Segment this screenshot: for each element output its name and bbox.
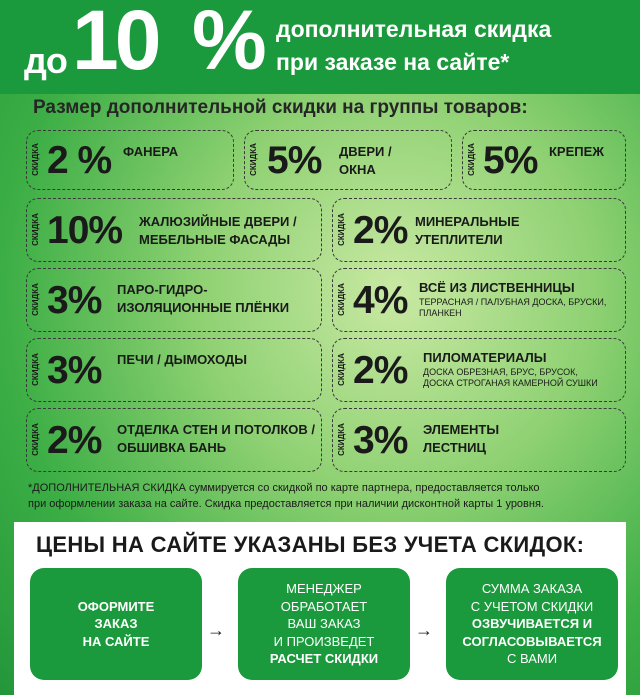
discount-value: 3% bbox=[47, 279, 102, 322]
category-name: КРЕПЕЖ bbox=[549, 144, 605, 159]
step-place-order bbox=[30, 568, 202, 680]
discount-card-stoves-chimneys bbox=[26, 338, 322, 402]
discount-label: СКИДКА bbox=[336, 423, 346, 456]
discount-value: 5% bbox=[267, 139, 322, 182]
discount-card-membranes bbox=[26, 268, 322, 332]
category-name: МЕБЕЛЬНЫЕ ФАСАДЫ bbox=[139, 232, 291, 247]
category-details: ДОСКА СТРОГАНАЯ КАМЕРНОЙ СУШКИ bbox=[423, 378, 598, 388]
step-text: ОБРАБОТАЕТ bbox=[280, 598, 368, 614]
discount-label: СКИДКА bbox=[30, 213, 40, 246]
subtitle: Размер дополнительной скидки на группы товаров: bbox=[33, 97, 528, 118]
discount-card-doors-windows bbox=[244, 130, 452, 190]
discount-label: СКИДКА bbox=[466, 143, 476, 176]
discount-value: 3% bbox=[47, 349, 102, 392]
arrow-icon: → bbox=[207, 620, 225, 640]
category-name: ВСЁ ИЗ ЛИСТВЕННИЦЫ bbox=[419, 280, 575, 295]
process-title: ЦЕНЫ НА САЙТЕ УКАЗАНЫ БЕЗ УЧЕТА СКИДОК: bbox=[36, 532, 585, 557]
step-text: И ПРОИЗВЕДЕТ bbox=[273, 633, 375, 649]
header-prefix: до bbox=[24, 40, 67, 81]
category-name: ОБШИВКА БАНЬ bbox=[117, 440, 227, 455]
discount-card-lumber bbox=[332, 338, 626, 402]
header-number: 10 bbox=[72, 0, 158, 87]
footnote-line-1: *ДОПОЛНИТЕЛЬНАЯ СКИДКА суммируется со скидкой по карте партнера, предоставляется только bbox=[28, 482, 540, 494]
category-name: УТЕПЛИТЕЛИ bbox=[415, 232, 503, 247]
category-details: ТЕРРАСНАЯ / ПАЛУБНАЯ ДОСКА, БРУСКИ, bbox=[419, 297, 607, 307]
discount-value: 3% bbox=[353, 419, 408, 462]
category-name: ПАРО-ГИДРО- bbox=[117, 282, 208, 297]
header-percent: % bbox=[192, 0, 267, 87]
step-text: С УЧЕТОМ СКИДКИ bbox=[470, 598, 594, 614]
discount-label: СКИДКА bbox=[336, 283, 346, 316]
header-line-1: дополнительная скидка bbox=[276, 16, 552, 42]
step-text: С ВАМИ bbox=[506, 651, 558, 667]
discount-label: СКИДКА bbox=[30, 143, 40, 176]
category-name: ОКНА bbox=[339, 162, 376, 177]
category-details: ДОСКА ОБРЕЗНАЯ, БРУС, БРУСОК, bbox=[423, 367, 578, 377]
discount-card-wall-finishing bbox=[26, 408, 322, 472]
discount-value: 2 % bbox=[47, 139, 112, 182]
category-name: МИНЕРАЛЬНЫЕ bbox=[415, 214, 520, 229]
header-line-2: при заказе на сайте* bbox=[276, 49, 510, 75]
step-text: ЗАКАЗ bbox=[94, 616, 138, 632]
discount-label: СКИДКА bbox=[248, 143, 258, 176]
arrow-icon: → bbox=[415, 620, 433, 640]
discount-card-larch bbox=[332, 268, 626, 332]
discount-value: 5% bbox=[483, 139, 538, 182]
category-name: ФАНЕРА bbox=[123, 144, 179, 159]
discount-card-mineral-insulation bbox=[332, 198, 626, 262]
discount-card-stair-elements bbox=[332, 408, 626, 472]
discount-card-fasteners bbox=[462, 130, 626, 190]
category-name: ДВЕРИ / bbox=[339, 144, 392, 159]
category-name: ЭЛЕМЕНТЫ bbox=[423, 422, 500, 437]
category-name: ПИЛОМАТЕРИАЛЫ bbox=[423, 350, 547, 365]
discount-value: 4% bbox=[353, 279, 408, 322]
discount-label: СКИДКА bbox=[30, 283, 40, 316]
step-text: ОФОРМИТЕ bbox=[77, 598, 155, 614]
discount-value: 2% bbox=[353, 349, 408, 392]
category-name: ЖАЛЮЗИЙНЫЕ ДВЕРИ / bbox=[139, 214, 297, 229]
discount-card-plywood bbox=[26, 130, 234, 190]
discount-label: СКИДКА bbox=[336, 353, 346, 386]
step-text: СОГЛАСОВЫВАЕТСЯ bbox=[462, 633, 602, 649]
step-manager-processing bbox=[238, 568, 410, 680]
step-text: ОЗВУЧИВАЕТСЯ И bbox=[471, 616, 593, 632]
header-banner bbox=[0, 0, 640, 94]
step-text: СУММА ЗАКАЗА bbox=[481, 581, 583, 597]
discount-label: СКИДКА bbox=[30, 423, 40, 456]
discount-value: 2% bbox=[47, 419, 102, 462]
category-name: ЛЕСТНИЦ bbox=[423, 440, 487, 455]
step-text: ВАШ ЗАКАЗ bbox=[287, 616, 361, 632]
discount-label: СКИДКА bbox=[336, 213, 346, 246]
footnote-line-2: при оформлении заказа на сайте. Скидка предоставляется при наличии дисконтной карты 1 уровня. bbox=[28, 498, 544, 510]
process-panel bbox=[14, 522, 626, 695]
step-text: РАСЧЕТ СКИДКИ bbox=[269, 651, 379, 667]
category-details: ПЛАНКЕН bbox=[419, 308, 462, 318]
discount-label: СКИДКА bbox=[30, 353, 40, 386]
discount-value: 10% bbox=[47, 209, 123, 252]
step-text: НА САЙТЕ bbox=[82, 633, 150, 649]
discount-value: 2% bbox=[353, 209, 408, 252]
category-name: ОТДЕЛКА СТЕН И ПОТОЛКОВ / bbox=[117, 422, 315, 437]
step-agreement bbox=[446, 568, 618, 680]
step-text: МЕНЕДЖЕР bbox=[286, 581, 362, 597]
discount-card-louvered-doors bbox=[26, 198, 322, 262]
category-name: ИЗОЛЯЦИОННЫЕ ПЛЁНКИ bbox=[117, 300, 290, 315]
category-name: ПЕЧИ / ДЫМОХОДЫ bbox=[117, 352, 248, 367]
